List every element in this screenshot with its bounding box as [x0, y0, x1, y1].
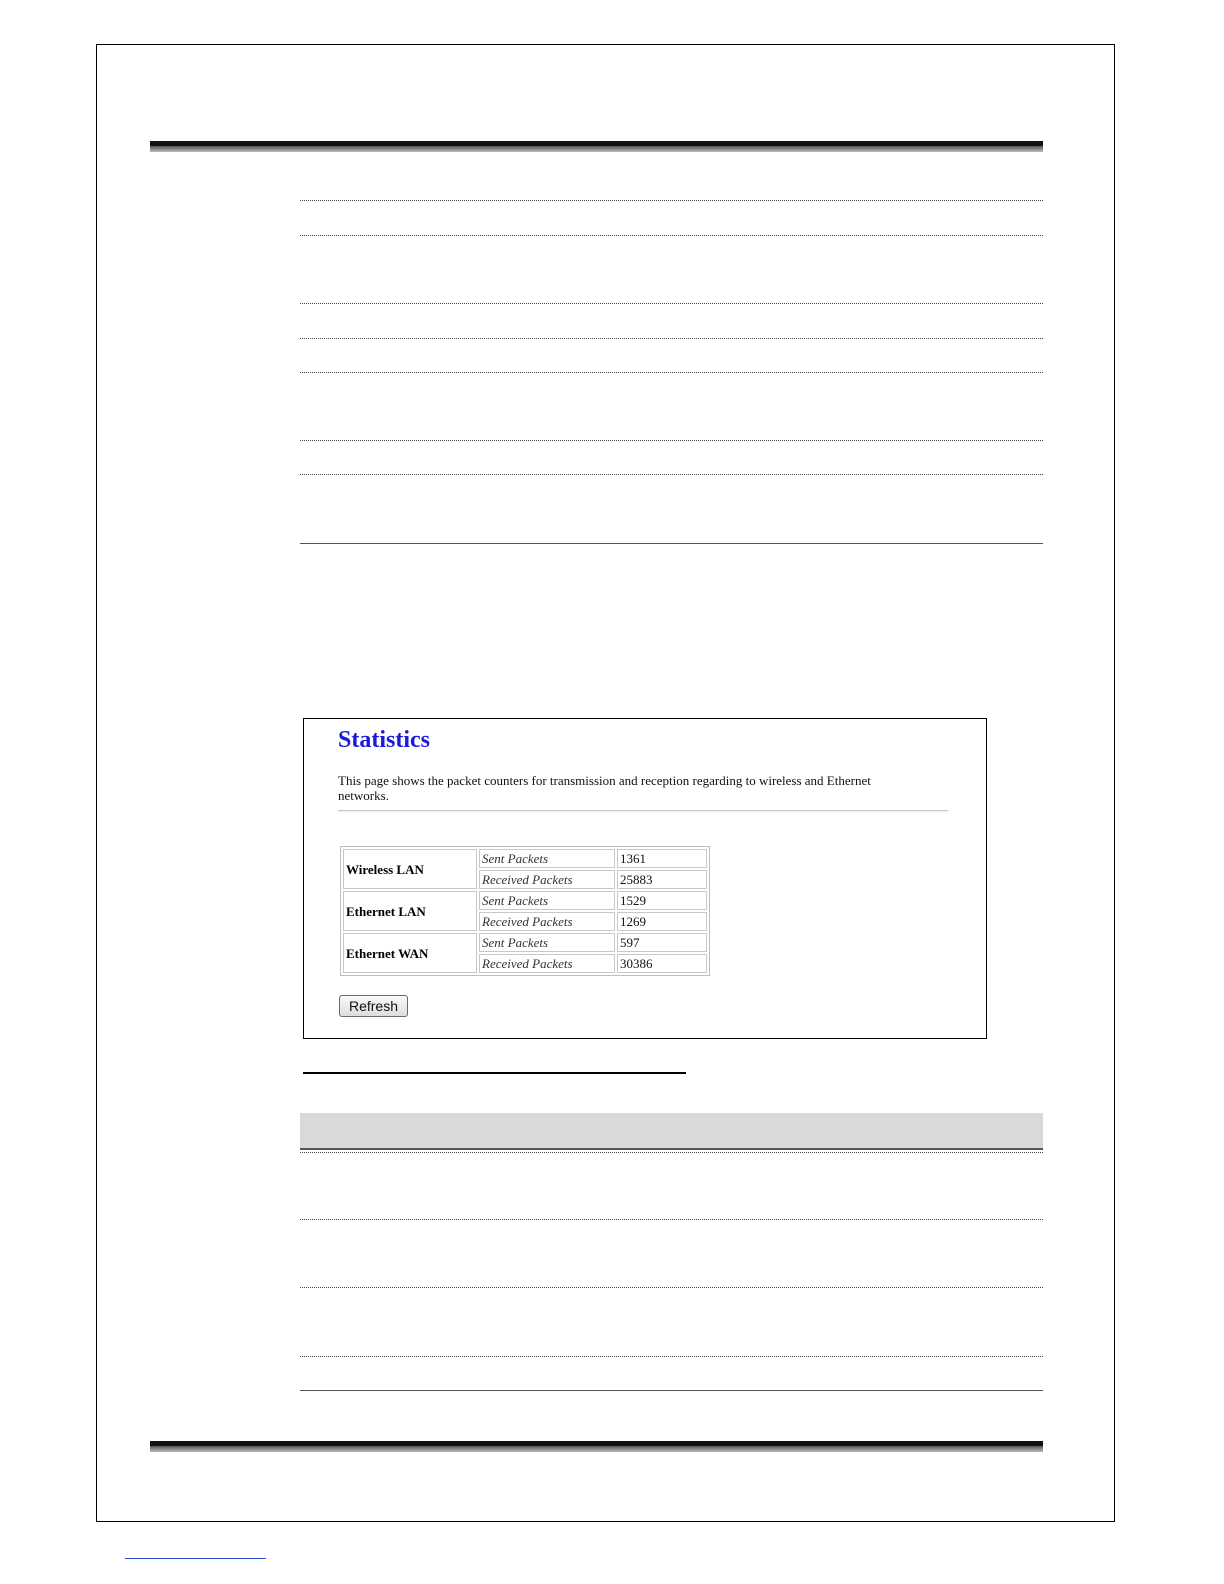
page-description: This page shows the packet counters for transmission and reception regarding to wireless and Ethernet networks.	[338, 773, 871, 803]
footnote-separator	[125, 1558, 266, 1559]
table-row	[343, 891, 707, 910]
page-title: Statistics	[338, 727, 430, 753]
table-row-divider	[300, 235, 1043, 236]
interface-name: Wireless LAN	[343, 849, 477, 889]
interface-name: Ethernet LAN	[343, 891, 477, 931]
table-row-divider	[300, 1287, 1043, 1288]
table-row-divider	[300, 372, 1043, 373]
table-row-divider	[300, 200, 1043, 201]
metric-value: 1269	[617, 912, 707, 931]
metric-label: Sent Packets	[479, 891, 615, 910]
metric-value: 30386	[617, 954, 707, 973]
metric-value: 1361	[617, 849, 707, 868]
table-row-divider	[300, 440, 1043, 441]
metric-value: 597	[617, 933, 707, 952]
caption-underline	[303, 1072, 686, 1074]
metric-label: Sent Packets	[479, 933, 615, 952]
table-row	[343, 849, 707, 868]
table-row-divider	[300, 338, 1043, 339]
table-row-divider	[300, 1152, 1043, 1153]
metric-label: Sent Packets	[479, 849, 615, 868]
metric-label: Received Packets	[479, 912, 615, 931]
header-rule	[150, 141, 1043, 152]
divider	[338, 810, 948, 812]
refresh-button[interactable]: Refresh	[339, 995, 408, 1017]
table-row-divider	[300, 1356, 1043, 1357]
table-row	[343, 933, 707, 952]
table-header-band	[300, 1113, 1043, 1150]
metric-label: Received Packets	[479, 870, 615, 889]
table-bottom-rule	[300, 543, 1043, 544]
table-row-divider	[300, 303, 1043, 304]
table-row-divider	[300, 474, 1043, 475]
metric-label: Received Packets	[479, 954, 615, 973]
metric-value: 1529	[617, 891, 707, 910]
table-bottom-rule	[300, 1390, 1043, 1391]
statistics-table	[340, 846, 710, 976]
metric-value: 25883	[617, 870, 707, 889]
footer-rule	[150, 1441, 1043, 1452]
interface-name: Ethernet WAN	[343, 933, 477, 973]
table-row-divider	[300, 1219, 1043, 1220]
statistics-screenshot	[303, 718, 987, 1039]
